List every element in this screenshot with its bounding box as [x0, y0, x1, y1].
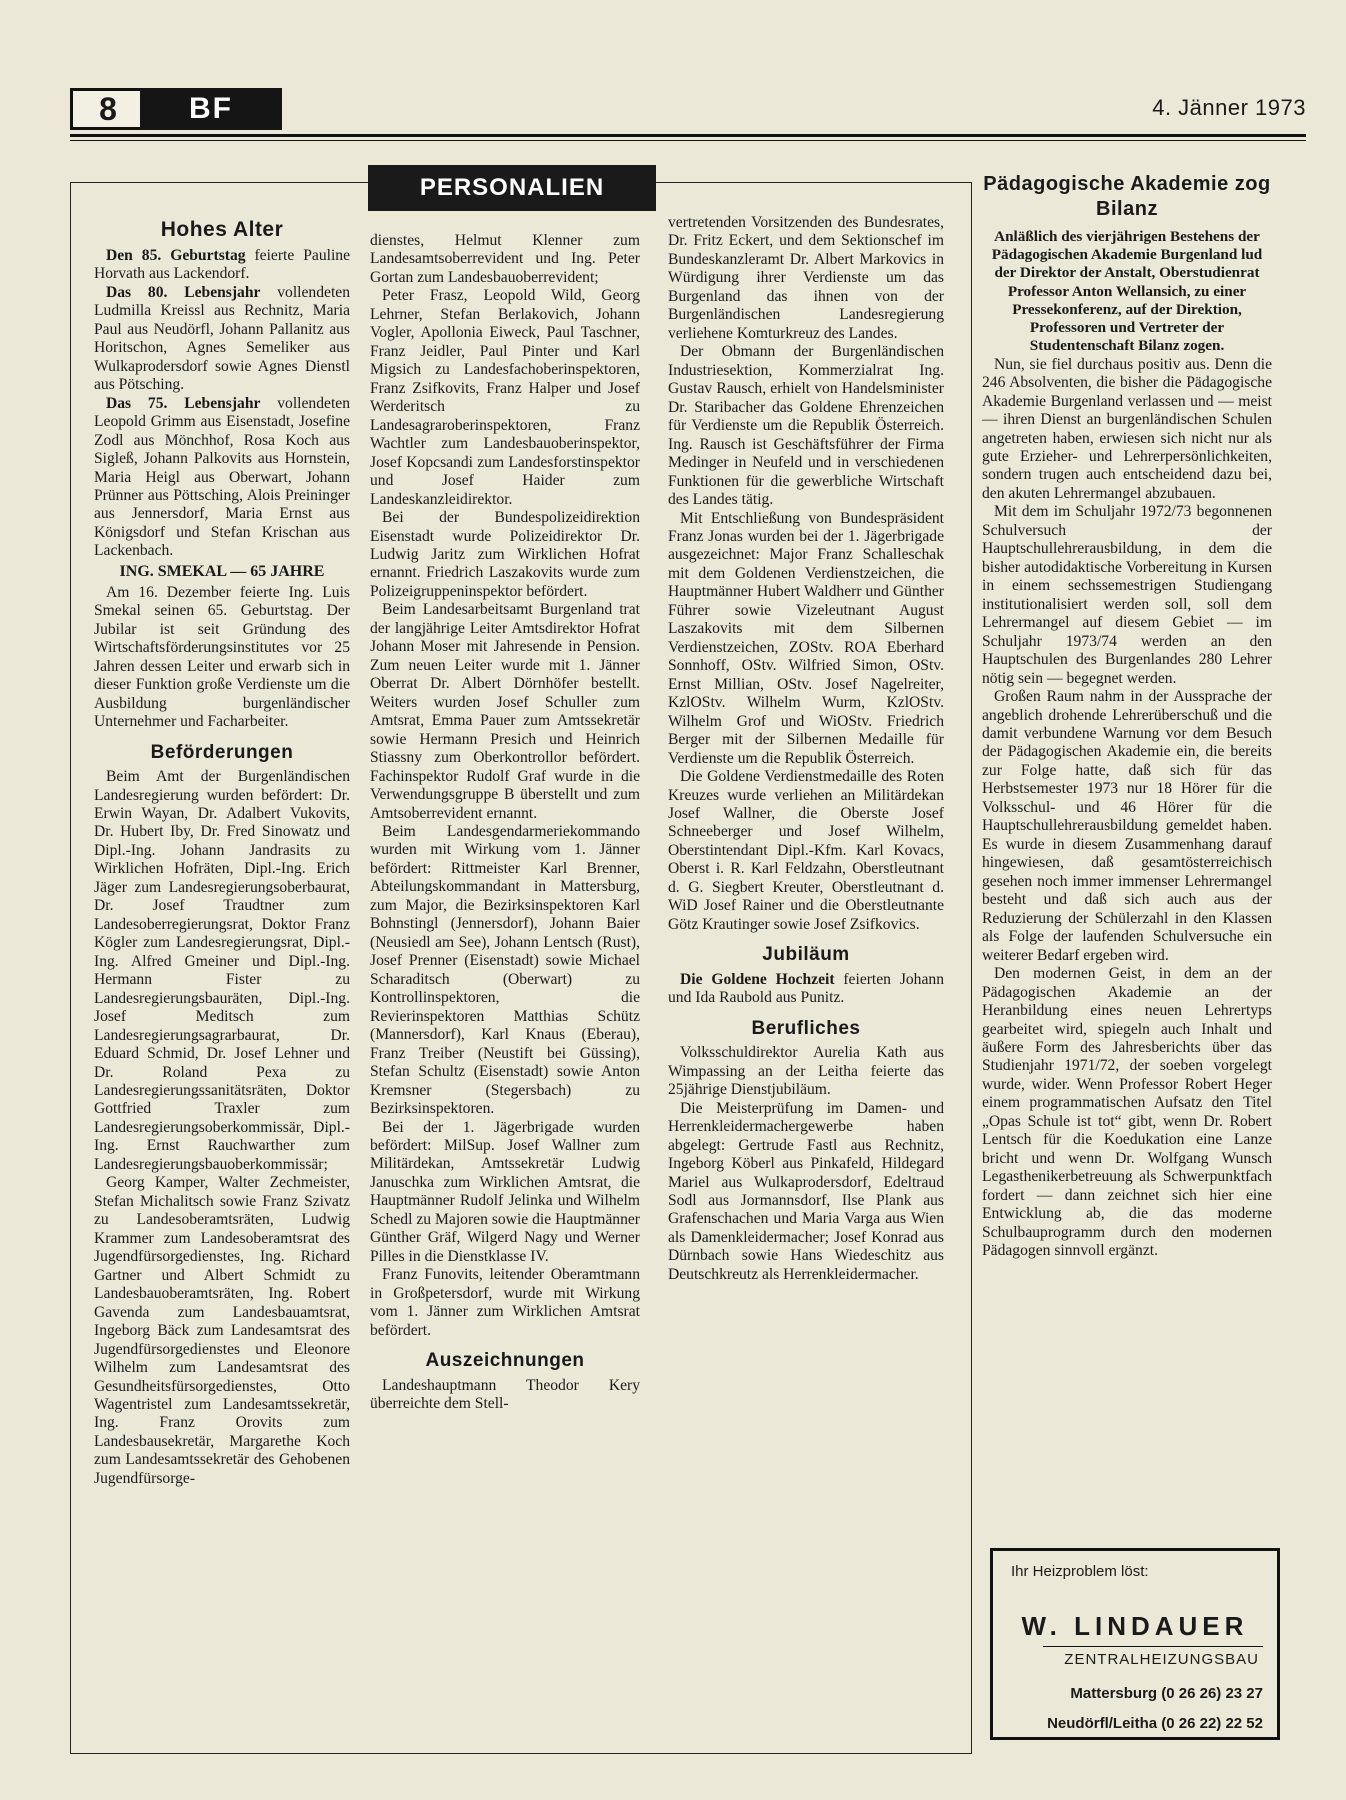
paragraph: Franz Funovits, leitender Oberamtmann in Großpetersdorf, wurde mit Wirkung vom 1. Jänner zum Wirklichen Amtsrat befördert. — [370, 1266, 640, 1339]
paragraph: dienstes, Helmut Klenner zum Landesamtsoberrevident und Ing. Peter Gortan zum Landesbauoberrevident; — [370, 232, 640, 286]
paragraph: Nun, sie fiel durchaus positiv aus. Denn die 246 Absolventen, die bisher die Pädagogische Akademie Burgenland verlassen und — meist — ihren Dienst an burgenländischen Schulen angetreten haben, erwiesen sich nicht nur als gute Erzieher- und Lehrerpersönlichkeiten, sondern trugen auch entscheidend dazu bei, den akuten Lehrermangel abzubauen. — [982, 355, 1272, 502]
header-rule — [70, 134, 1306, 137]
paragraph: Bei der 1. Jägerbrigade wurden befördert: MilSup. Josef Wallner zum Militärdekan, Amtssekretär Ludwig Januschka zum Wirklichen Amtsrat, die Hauptmänner Rudolf Jelinka und Wilhelm Schedl zu Majoren sowie die Hauptmänner Günther Gräf, Wilgerd Nagy und Werner Pilles in die Dienstklasse IV. — [370, 1118, 640, 1265]
paragraph: Das 75. Lebensjahr vollendeten Leopold Grimm aus Eisenstadt, Josefine Zodl aus Mönchhof, Rosa Koch aus Sigleß, Johann Palkovits aus Hornstein, Maria Heigl aus Oberwart, Johann Prünner aus Pöttsching, Alois Preininger aus Jennersdorf, Maria Ernst aus Königsdorf und Stefan Krischan aus Lackenbach. — [94, 394, 350, 560]
paragraph: Der Obmann der Burgenländischen Industriesektion, Kommerzialrat Ing. Gustav Rausch, erhielt von Handelsminister Dr. Staribacher das Goldene Ehrenzeichen für Verdienste um die Republik Österreich. Ing. Rausch ist Geschäftsführer der Firma Medinger in Neufeld und in verschiedenen Funktionen für die gewerbliche Wirtschaft des Landes tätig. — [668, 343, 944, 509]
paragraph: vertretenden Vorsitzenden des Bundesrates, Dr. Fritz Eckert, und dem Sektionschef im Bundeskanzleramt Dr. Albert Markovics in Würdigung ihrer Verdienste um das Burgenland das ihnen von der Burgenländischen Landesregierung verliehene Komturkreuz des Landes. — [668, 214, 944, 342]
paragraph: Beim Landesarbeitsamt Burgenland trat der langjährige Leiter Amtsdirektor Hofrat Johann Moser mit Jahresende in Pension. Zum neuen Leiter wurde mit 1. Jänner Oberrat Dr. Albert Dörnhöfer bestellt. Weiters wurden Josef Schuller zum Amtsrat, Emma Pauer zum Amtssekretär sowie Hermann Presich und Heinrich Stiassny zum Oberkontrollor befördert. Fachinspektor Rudolf Graf wurde in die Verwendungsgruppe B überstellt und zum Amtsoberrevident ernannt. — [370, 601, 640, 822]
ad-company-name: W. LINDAUER — [1021, 1611, 1249, 1641]
issue-date: 4. Jänner 1973 — [1152, 95, 1306, 120]
heading-befoerderungen: Beförderungen — [150, 741, 294, 763]
paragraph: Den modernen Geist, in dem an der Pädagogischen Akademie an der Heranbildung eines neuen Lehrertyps gearbeitet wird, spiegeln auch Inhalt und äußere Form des Jahresberichts über das Studienjahr 1971/72, der soeben vorgelegt wurde, wider. Wenn Professor Robert Heger einem programmatischen Aufsatz den Titel „Opas Schule ist tot“ gibt, wenn Dr. Robert Lentsch für die Koedukation eine Lanze bricht und wenn Dr. Wolfgang Wunsch Legasthenikerbetreuung als Schwerpunktfach fordert — dann zeichnet sich hier eine Entwicklung ab, die das moderne Schulbauprogramm durch den modernen Pädagogen sinnvoll ergänzt. — [982, 965, 1272, 1260]
header-rule-thin — [70, 140, 1306, 141]
page-number: 8 — [70, 88, 146, 130]
heading-smekal: ING. SMEKAL — 65 JAHRE — [119, 562, 325, 580]
paragraph: Beim Amt der Burgenländischen Landesregierung wurden befördert: Dr. Erwin Wayan, Dr. Adalbert Vukovits, Dr. Hubert Iby, Dr. Fred Sinowatz und Dipl.-Ing. Johann Jandrasits zu Wirklichen Hofräten, Dipl.-Ing. Erich Jäger zum Landesregierungsoberbaurat, Dr. Josef Traudtner zum Landesoberregierungsrat, Doktor Franz Kögler zum Landesregierungsrat, Dipl.-Ing. Alfred Gmeiner und Dipl.-Ing. Hermann Fister zu Landesregierungsbauräten, Dipl.-Ing. Josef Meditsch zum Landesregierungsagrarbaurat, Dr. Eduard Schmid, Dr. Josef Lehner und Dr. Roland Pexa zu Landesregierungssanitätsräten, Doktor Gottfried Traxler zum Landesregierungsoberkommissär, Dipl.-Ing. Ernst Rauchwarther zum Landesregierungsbauoberkommissär; — [94, 768, 350, 1173]
paragraph: Die Goldene Verdienstmedaille des Roten Kreuzes wurde verliehen an Militärdekan Josef Wallner, die Oberste Josef Schneeberger und Josef Wilhelm, Oberstintendant Dipl.-Kfm. Karl Kovacs, Oberst i. R. Karl Feldzahn, Oberstleutnant d. G. Siegbert Kreuter, Oberstleutnant d. WiD Josef Rainer und die Oberstleutnante Götz Krautinger sowie Josef Zsifkovics. — [668, 768, 944, 933]
column-4 — [982, 168, 1272, 1261]
advertisement-lindauer — [990, 1548, 1280, 1740]
paragraph: Großen Raum nahm in der Aussprache der angeblich drohende Lehrerüberschuß und die damit verbundene Warnung vor dem Besuch der Pädagogischen Akademie ein, die bereits zur Folge hatte, daß sich für das Herbstsemester 1973 nur 18 Hörer für die Volksschul- und 46 Hörer für die Hauptschullehrerausbildung gemeldet haben. Es wurde in diesem Zusammenhang darauf hingewiesen, daß gesamtösterreichisch gesehen noch immer immenser Lehrermangel besteht und daß sich auch aus der Reduzierung der Schülerzahl in den Klassen als Folge der laufenden Schulversuche ein weiterer Bedarf ergeben wird. — [982, 688, 1272, 964]
paragraph: Bei der Bundespolizeidirektion Eisenstadt wurde Polizeidirektor Dr. Ludwig Jaritz zum Wirklichen Hofrat ernannt. Friedrich Laszakovits wurde zum Polizeigruppeninspektor befördert. — [370, 509, 640, 600]
ad-tagline: Ihr Heizproblem löst: — [1011, 1563, 1149, 1580]
personalien-banner: PERSONALIEN — [368, 165, 656, 211]
paragraph: Georg Kamper, Walter Zechmeister, Stefan Michalitsch sowie Franz Szivatz zu Landesoberamtsräten, Ludwig Krammer zum Landesoberamtsrat des Jugendfürsorgedienstes, Ing. Richard Gartner und Albert Schmidt zu Landesbauoberamtsräten, Ing. Robert Gavenda zum Landesbauamtsrat, Ingeborg Bäck zum Landesamtsrat des Jugendfürsorgedienstes und Eleonore Wilhelm zum Landesamtsrat des Gesundheitsfürsorgedienstes, Otto Wagentristel zum Landesamtssekretär, Ing. Franz Orovits zum Landesbausekretär, Margarethe Koch zum Landesamtssekretär des Gehobenen Jugendfürsorge- — [94, 1174, 350, 1487]
paragraph: Die Meisterprüfung im Damen- und Herrenkleidermachergewerbe haben abgelegt: Gertrude Fastl aus Rechnitz, Ingeborg Köberl aus Pinkafeld, Hildegard Mariel aus Wulkaprodersdorf, Edeltraud Sodl aus Jormannsdorf, Ilse Plank aus Grafenschachen und Maria Varga aus Wien als Damenkleidermacher; Josef Konrad aus Dürnbach sowie Hans Wiedeschitz aus Deutschkreutz als Herrenkleidermacher. — [668, 1099, 944, 1283]
paragraph: Mit Entschließung von Bundespräsident Franz Jonas wurden bei der 1. Jägerbrigade ausgezeichnet: Major Franz Schalleschak mit dem Goldenen Verdienstzeichen, die Hauptmänner Hubert Waldherr und Günther Führer sowie Vizeleutnant August Laszakovits mit dem Silbernen Verdienstzeichen, ZOStv. ROA Eberhard Sonnhoff, OStv. Wilfried Simon, OStv. Ernst Millian, OStv. Josef Nagelreiter, KzlOStv. Wilhelm Wurm, KzlOStv. Wilhelm Grof und WiOStv. Friedrich Berger mit der Silbernen Medaille für Verdienste um die Republik Österreich. — [668, 509, 944, 767]
paragraph: Volksschuldirektor Aurelia Kath aus Wimpassing an der Leitha feierte das 25jährige Dienstjubiläum. — [668, 1044, 944, 1099]
paragraph: Am 16. Dezember feierte Ing. Luis Smekal seinen 65. Geburtstag. Der Jubilar ist seit Gründung des Wirtschaftsförderungsinstitutes vor 25 Jahren dessen Leiter und erwarb sich in dieser Funktion große Verdienste um die Ausbildung burgenländischer Unternehmer und Facharbeiter. — [94, 583, 350, 731]
paragraph: Beim Landesgendarmeriekommando wurden mit Wirkung vom 1. Jänner befördert: Rittmeister Karl Brenner, Abteilungskommandant in Mattersburg, zum Major, die Bezirksinspektoren Karl Bohnstingl (Jennersdorf), Johann Baier (Neusiedl am See), Johann Lentsch (Rust), Josef Prenner (Eisenstadt) sowie Michael Scharaditsch (Oberwart) zu Kontrollinspektoren, die Revierinspektoren Matthias Schütz (Mannersdorf), Karl Knaus (Eberau), Franz Treiber (Neustift bei Güssing), Stefan Schultz (Eisenstadt) sowie Anton Kremsner (Stegersbach) zu Bezirksinspektoren. — [370, 823, 640, 1118]
paragraph: Die Goldene Hochzeit feierten Johann und Ida Raubold aus Punitz. — [668, 970, 944, 1007]
heading-paedagogische-akademie: Pädagogische Akademie zog Bilanz — [983, 173, 1271, 220]
heading-hohes-alter: Hohes Alter — [160, 218, 284, 241]
paragraph: Peter Frasz, Leopold Wild, Georg Lehrner, Stefan Berlakovich, Johann Vogler, Apollonia Eiweck, Paul Taschner, Franz Jeidler, Paul Pinter und Karl Migsich zu Landesfachoberinspektoren, Franz Zsifkovits, Franz Halper und Josef Werderitsch zu Landesagraroberinspektoren, Franz Wachtler zum Landesbauoberinspektor, Josef Kopcsandi zum Landesforstinspektor und Josef Haider zum Landeskanzleidirektor. — [370, 287, 640, 508]
column-2 — [370, 232, 640, 1414]
section-tag: BF — [140, 88, 282, 130]
paragraph: Mit dem im Schuljahr 1972/73 begonnenen Schulversuch der Hauptschullehrerausbildung, in dem die bisher autodidaktische Vorbereitung in Kursen in einem sechssemestrigen Studiengang institutionalisiert werden soll, soll dem Lehrermangel auf diesem Gebiet — im Schuljahr 1973/74 werden an den Hauptschulen des Burgenlandes 280 Lehrer nötig sein — begegnet werden. — [982, 503, 1272, 687]
heading-berufliches: Berufliches — [751, 1017, 861, 1039]
heading-auszeichnungen: Auszeichnungen — [425, 1350, 585, 1372]
column-1 — [94, 214, 350, 1488]
paragraph: Das 80. Lebensjahr vollendeten Ludmilla Kreissl aus Rechnitz, Maria Paul aus Neudörfl, Johann Pallanitz aus Horitschon, Agnes Semeliker aus Wulkaprodersdorf sowie Agnes Dienstl aus Pötsching. — [94, 283, 350, 394]
ad-phone-mattersburg: Mattersburg (0 26 26) 23 27 — [1070, 1685, 1263, 1702]
ad-phone-neudoerfl: Neudörfl/Leitha (0 26 22) 22 52 — [1047, 1715, 1263, 1732]
paragraph: Landeshauptmann Theodor Kery überreichte dem Stell- — [370, 1376, 640, 1413]
paragraph: Den 85. Geburtstag feierte Pauline Horvath aus Lackendorf. — [94, 246, 350, 283]
ad-divider — [1043, 1646, 1263, 1647]
heading-jubilaeum: Jubiläum — [762, 944, 850, 966]
article-intro: Anläßlich des vierjährigen Bestehens der Pädagogischen Akademie Burgenland lud der Direktor der Anstalt, Oberstudienrat Professor Anton Wellansich, zu einer Pressekonferenz, auf der Direktion, Professoren und Vertreter der Studentenschaft Bilanz zogen. — [991, 228, 1263, 355]
column-3 — [668, 214, 944, 1284]
ad-subtitle: ZENTRALHEIZUNGSBAU — [1064, 1651, 1259, 1668]
